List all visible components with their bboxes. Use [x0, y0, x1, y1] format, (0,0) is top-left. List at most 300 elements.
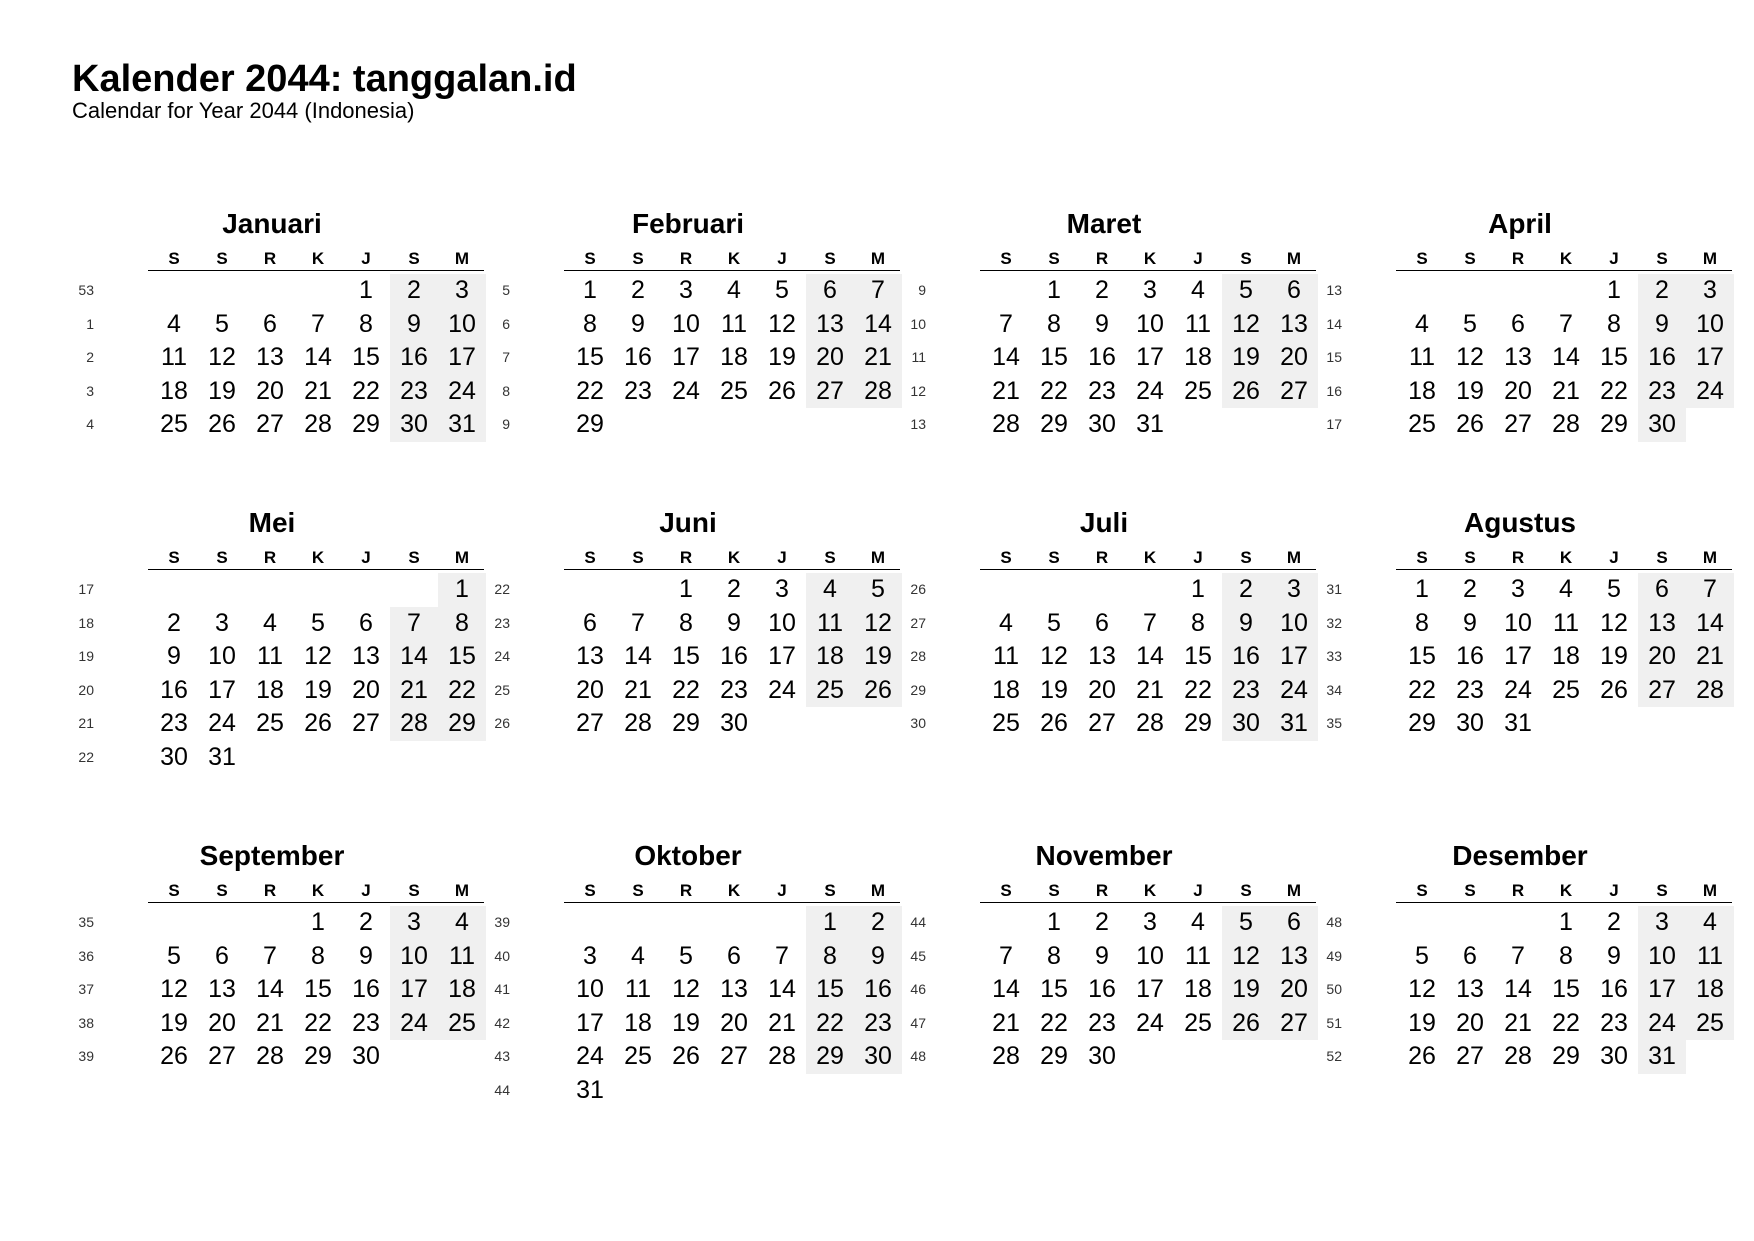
day-cell: 11	[993, 642, 1019, 670]
day-cell: 24	[1638, 1007, 1686, 1041]
day-cell: 12	[1222, 308, 1270, 342]
week-row	[72, 408, 476, 442]
week-row	[72, 341, 476, 375]
day-cell-empty	[614, 408, 662, 442]
day-cell: 12	[1408, 975, 1436, 1003]
day-cell-empty	[294, 741, 342, 775]
week-row	[904, 640, 1308, 674]
week-row	[488, 973, 892, 1007]
day-cell: 10	[1136, 941, 1164, 970]
week-row	[904, 408, 1288, 442]
day-cell: 19	[768, 343, 796, 371]
day-cell: 12	[304, 642, 332, 670]
day-cell: 22	[1184, 675, 1212, 704]
weekday-label: R	[1511, 249, 1525, 268]
day-cell-empty	[982, 573, 1030, 607]
day-cell-empty	[390, 1040, 438, 1074]
day-cell: 13	[1456, 975, 1484, 1003]
day-cell: 26	[854, 674, 902, 708]
weekday-label: S	[216, 249, 228, 268]
day-cell: 5	[1222, 906, 1270, 940]
weekday-label: K	[1143, 548, 1157, 567]
day-cell-empty	[438, 1040, 486, 1074]
week-number: 9	[502, 416, 510, 432]
day-cell-empty	[758, 707, 806, 741]
weekday-label: S	[632, 881, 644, 900]
day-cell-empty	[150, 906, 198, 940]
day-cell: 18	[256, 675, 284, 704]
day-cell: 15	[1408, 642, 1436, 670]
week-row	[904, 308, 1308, 342]
day-cell-empty	[1174, 1040, 1222, 1074]
day-cell: 3	[1511, 575, 1525, 603]
week-number: 47	[910, 1014, 926, 1031]
day-cell: 23	[1600, 1008, 1628, 1037]
day-cell: 26	[672, 1042, 700, 1070]
day-cell: 7	[999, 309, 1013, 338]
week-number: 25	[494, 681, 510, 698]
month-desember	[1320, 836, 1724, 1116]
weekday-label: J	[361, 548, 371, 567]
day-cell: 26	[1456, 410, 1484, 438]
day-cell: 25	[624, 1042, 652, 1070]
page-title: Kalender 2044: tanggalan.id	[72, 58, 577, 100]
day-cell: 15	[576, 343, 604, 371]
weekday-header	[564, 880, 900, 903]
day-cell: 22	[1408, 675, 1436, 704]
day-cell: 22	[304, 1008, 332, 1037]
week-number: 35	[1326, 715, 1342, 731]
day-cell: 25	[160, 410, 188, 438]
week-row	[904, 1007, 1308, 1041]
day-cell: 22	[438, 674, 486, 708]
day-cell: 24	[1136, 376, 1164, 405]
weekday-label: S	[1048, 548, 1060, 567]
week-number: 5	[502, 282, 510, 298]
day-cell: 19	[1222, 341, 1270, 375]
month-februari	[488, 204, 892, 484]
week-row	[488, 940, 885, 974]
day-cell: 18	[720, 343, 748, 371]
day-cell-empty	[1126, 573, 1174, 607]
day-cell: 22	[672, 675, 700, 704]
day-cell: 18	[1184, 343, 1212, 371]
day-cell-empty	[662, 1074, 710, 1108]
day-cell: 13	[576, 642, 604, 670]
day-cell-empty	[614, 573, 662, 607]
day-cell: 27	[576, 709, 604, 737]
weekday-label: J	[777, 881, 787, 900]
day-cell-empty	[1222, 408, 1270, 442]
day-cell-empty	[342, 573, 390, 607]
day-cell: 29	[438, 707, 486, 741]
day-cell: 8	[359, 309, 373, 338]
week-number: 17	[78, 581, 94, 597]
week-number: 32	[1326, 614, 1342, 631]
day-cell: 11	[161, 343, 187, 371]
day-cell-empty	[982, 274, 1030, 308]
week-row	[488, 1007, 892, 1041]
day-cell: 20	[208, 1008, 236, 1037]
day-cell: 23	[720, 675, 748, 704]
day-cell: 22	[352, 376, 380, 405]
week-row	[488, 341, 892, 375]
week-row	[1320, 341, 1724, 375]
day-cell-empty	[246, 741, 294, 775]
week-number: 13	[910, 416, 926, 432]
day-cell: 8	[1415, 608, 1429, 637]
week-row	[1320, 640, 1724, 674]
day-cell: 5	[1463, 309, 1477, 338]
day-cell: 7	[775, 941, 789, 970]
week-number: 15	[1326, 349, 1342, 365]
weekday-label: S	[632, 548, 644, 567]
day-cell: 19	[1222, 973, 1270, 1007]
day-cell-empty	[1542, 707, 1590, 741]
day-cell-empty	[854, 408, 902, 442]
weekday-label: S	[824, 881, 836, 900]
day-cell: 5	[311, 608, 325, 637]
day-cell: 18	[1408, 376, 1436, 405]
week-row	[1320, 1007, 1724, 1041]
day-cell: 30	[390, 408, 438, 442]
day-cell: 24	[1136, 1008, 1164, 1037]
month-november	[904, 836, 1308, 1116]
day-cell: 16	[1638, 341, 1686, 375]
week-row	[72, 308, 476, 342]
day-cell: 2	[1095, 276, 1109, 304]
week-number: 6	[502, 315, 510, 332]
day-cell: 20	[1456, 1008, 1484, 1037]
week-row	[488, 1040, 892, 1074]
weekday-label: S	[216, 548, 228, 567]
day-cell: 16	[390, 341, 438, 375]
day-cell-empty	[662, 408, 710, 442]
week-number: 42	[494, 1014, 510, 1031]
weekday-label: J	[777, 249, 787, 268]
day-cell: 10	[390, 940, 438, 974]
day-cell: 7	[263, 941, 277, 970]
weekday-label: S	[1000, 881, 1012, 900]
weekday-label: S	[1656, 881, 1668, 900]
day-cell-empty	[1222, 1040, 1270, 1074]
day-cell: 30	[160, 742, 188, 771]
day-cell: 2	[1095, 908, 1109, 936]
week-number: 48	[1326, 914, 1342, 930]
day-cell: 14	[768, 975, 796, 1003]
day-cell: 5	[167, 941, 181, 970]
day-cell: 5	[215, 309, 229, 338]
day-cell: 18	[438, 973, 486, 1007]
day-cell: 8	[806, 940, 854, 974]
day-cell: 12	[672, 975, 700, 1003]
weekday-header	[148, 547, 484, 570]
weekday-label: R	[679, 548, 693, 567]
day-cell: 15	[1184, 642, 1212, 670]
day-cell: 16	[1222, 640, 1270, 674]
weekday-label: S	[1048, 881, 1060, 900]
day-cell-empty	[854, 707, 902, 741]
weekday-header	[564, 248, 900, 271]
day-cell: 26	[1408, 1042, 1436, 1070]
day-cell: 6	[263, 309, 277, 338]
day-cell-empty	[710, 408, 758, 442]
day-cell: 14	[1136, 642, 1164, 670]
week-row	[488, 308, 892, 342]
day-cell: 27	[1504, 410, 1532, 438]
day-cell: 28	[768, 1042, 796, 1070]
week-row	[1320, 607, 1724, 641]
week-number: 43	[494, 1048, 510, 1064]
day-cell-empty	[710, 906, 758, 940]
week-row	[488, 607, 892, 641]
day-cell: 29	[352, 410, 380, 438]
week-number: 26	[910, 581, 926, 597]
week-number: 3	[86, 382, 94, 399]
day-cell: 26	[1222, 1007, 1270, 1041]
week-number: 22	[78, 748, 94, 765]
day-cell: 11	[1185, 941, 1211, 970]
day-cell: 1	[583, 276, 597, 304]
day-cell: 10	[438, 308, 486, 342]
week-number: 20	[78, 681, 94, 698]
day-cell: 6	[1511, 309, 1525, 338]
week-number: 23	[494, 614, 510, 631]
day-cell: 1	[1559, 908, 1573, 936]
weekday-label: S	[824, 548, 836, 567]
day-cell: 28	[1552, 410, 1580, 438]
weekday-label: S	[632, 249, 644, 268]
day-cell: 8	[311, 941, 325, 970]
week-number: 14	[1326, 315, 1342, 332]
day-cell: 6	[1270, 906, 1318, 940]
week-number: 39	[78, 1048, 94, 1064]
day-cell: 3	[583, 941, 597, 970]
day-cell: 4	[631, 941, 645, 970]
weekday-label: R	[1095, 249, 1109, 268]
weekday-label: J	[1609, 249, 1619, 268]
week-row	[1320, 375, 1724, 409]
day-cell: 2	[854, 906, 902, 940]
month-april	[1320, 204, 1724, 484]
week-row	[904, 341, 1308, 375]
weekday-header	[980, 248, 1316, 271]
month-september	[72, 836, 476, 1116]
day-cell: 19	[208, 376, 236, 405]
day-cell: 25	[720, 376, 748, 405]
day-cell: 11	[438, 940, 486, 974]
weekday-label: J	[777, 548, 787, 567]
day-cell-empty	[1078, 573, 1126, 607]
week-number: 26	[494, 715, 510, 731]
day-cell-empty	[1174, 408, 1222, 442]
weekday-label: M	[870, 249, 886, 268]
day-cell: 28	[992, 1042, 1020, 1070]
day-cell-empty	[294, 573, 342, 607]
week-row	[904, 674, 1308, 708]
day-cell: 1	[1047, 908, 1061, 936]
day-cell: 2	[631, 276, 645, 304]
day-cell: 8	[1047, 309, 1061, 338]
day-cell: 23	[1638, 375, 1686, 409]
weekday-label: R	[1095, 548, 1109, 567]
week-number: 35	[78, 914, 94, 930]
day-cell: 10	[1270, 607, 1318, 641]
day-cell: 7	[1686, 573, 1734, 607]
day-cell: 28	[390, 707, 438, 741]
week-row	[72, 674, 476, 708]
day-cell: 23	[624, 376, 652, 405]
day-cell: 24	[1504, 675, 1532, 704]
day-cell: 12	[208, 343, 236, 371]
day-cell: 10	[768, 608, 796, 637]
weekday-label: K	[311, 249, 325, 268]
day-cell: 29	[806, 1040, 854, 1074]
day-cell: 2	[1222, 573, 1270, 607]
month-name: Desember	[1452, 840, 1588, 871]
day-cell-empty	[1686, 707, 1734, 741]
day-cell: 18	[624, 1008, 652, 1037]
day-cell-empty	[806, 707, 854, 741]
day-cell: 7	[390, 607, 438, 641]
weekday-label: J	[1193, 881, 1203, 900]
day-cell: 1	[806, 906, 854, 940]
day-cell: 30	[1638, 408, 1686, 442]
day-cell: 24	[438, 375, 486, 409]
day-cell: 4	[263, 608, 277, 637]
day-cell: 23	[854, 1007, 902, 1041]
weekday-label: K	[1143, 249, 1157, 268]
day-cell: 1	[679, 575, 693, 603]
day-cell: 3	[775, 575, 789, 603]
day-cell: 10	[1504, 608, 1532, 637]
day-cell: 3	[1686, 274, 1734, 308]
weekday-label: R	[263, 881, 277, 900]
weekday-label: S	[1000, 249, 1012, 268]
day-cell: 29	[1552, 1042, 1580, 1070]
week-row	[72, 906, 469, 940]
day-cell-empty	[1686, 408, 1734, 442]
day-cell: 14	[624, 642, 652, 670]
week-row	[72, 1007, 476, 1041]
week-number: 27	[910, 614, 926, 631]
day-cell: 2	[359, 908, 373, 936]
weekday-label: R	[1511, 548, 1525, 567]
weekday-label: J	[1609, 548, 1619, 567]
day-cell: 9	[1095, 941, 1109, 970]
day-cell: 19	[672, 1008, 700, 1037]
week-number: 22	[494, 581, 510, 597]
day-cell: 1	[1047, 276, 1061, 304]
day-cell: 28	[304, 410, 332, 438]
week-number: 24	[494, 648, 510, 664]
day-cell: 8	[1047, 941, 1061, 970]
week-number: 44	[494, 1081, 510, 1098]
day-cell: 7	[1143, 608, 1157, 637]
day-cell: 10	[1686, 308, 1734, 342]
week-number: 41	[494, 981, 510, 997]
day-cell: 31	[1638, 1040, 1686, 1074]
day-cell: 29	[1040, 1042, 1068, 1070]
weekday-label: S	[584, 249, 596, 268]
day-cell-empty	[1638, 707, 1686, 741]
week-number: 1	[86, 315, 94, 332]
day-cell: 10	[672, 309, 700, 338]
day-cell: 1	[359, 276, 373, 304]
day-cell: 30	[352, 1042, 380, 1070]
day-cell: 29	[1600, 410, 1628, 438]
day-cell-empty	[150, 573, 198, 607]
day-cell: 4	[167, 309, 181, 338]
day-cell-empty	[1270, 1040, 1318, 1074]
week-number: 45	[910, 947, 926, 964]
day-cell-empty	[758, 1074, 806, 1108]
day-cell: 19	[160, 1008, 188, 1037]
day-cell: 25	[438, 1007, 486, 1041]
weekday-label: K	[727, 249, 741, 268]
week-row	[72, 1040, 456, 1074]
week-number: 39	[494, 914, 510, 930]
day-cell: 20	[352, 675, 380, 704]
weekday-label: R	[263, 548, 277, 567]
day-cell: 31	[208, 742, 236, 771]
day-cell: 28	[256, 1042, 284, 1070]
month-name: November	[1035, 840, 1173, 871]
day-cell: 18	[992, 675, 1020, 704]
weekday-label: S	[1416, 881, 1428, 900]
day-cell: 21	[1136, 675, 1164, 704]
week-number: 21	[78, 715, 94, 731]
day-cell: 11	[257, 642, 283, 670]
day-cell: 27	[256, 410, 284, 438]
week-row	[1320, 707, 1704, 741]
day-cell: 22	[1552, 1008, 1580, 1037]
day-cell: 24	[576, 1042, 604, 1070]
weekday-label: S	[1240, 249, 1252, 268]
day-cell: 27	[1638, 674, 1686, 708]
week-row	[72, 707, 476, 741]
day-cell: 8	[679, 608, 693, 637]
day-cell: 15	[672, 642, 700, 670]
day-cell: 10	[576, 975, 604, 1003]
day-cell: 16	[160, 675, 188, 704]
week-number: 7	[502, 349, 510, 365]
day-cell-empty	[710, 1074, 758, 1108]
day-cell: 16	[1088, 343, 1116, 371]
day-cell: 30	[854, 1040, 902, 1074]
day-cell: 25	[1686, 1007, 1734, 1041]
weekday-label: J	[1193, 548, 1203, 567]
weekday-label: M	[454, 881, 470, 900]
month-name: Juli	[1079, 507, 1129, 538]
day-cell: 20	[1504, 376, 1532, 405]
day-cell: 26	[160, 1042, 188, 1070]
day-cell: 13	[256, 343, 284, 371]
weekday-label: J	[361, 249, 371, 268]
day-cell: 15	[304, 975, 332, 1003]
day-cell-empty	[662, 906, 710, 940]
day-cell-empty	[854, 1074, 902, 1108]
week-row	[72, 607, 469, 641]
week-row	[904, 274, 1301, 308]
day-cell: 3	[215, 608, 229, 637]
weekday-label: K	[1559, 881, 1573, 900]
day-cell-empty	[1398, 906, 1446, 940]
day-cell-empty	[1270, 408, 1318, 442]
day-cell: 12	[1040, 642, 1068, 670]
day-cell: 25	[256, 709, 284, 737]
day-cell: 21	[1552, 376, 1580, 405]
